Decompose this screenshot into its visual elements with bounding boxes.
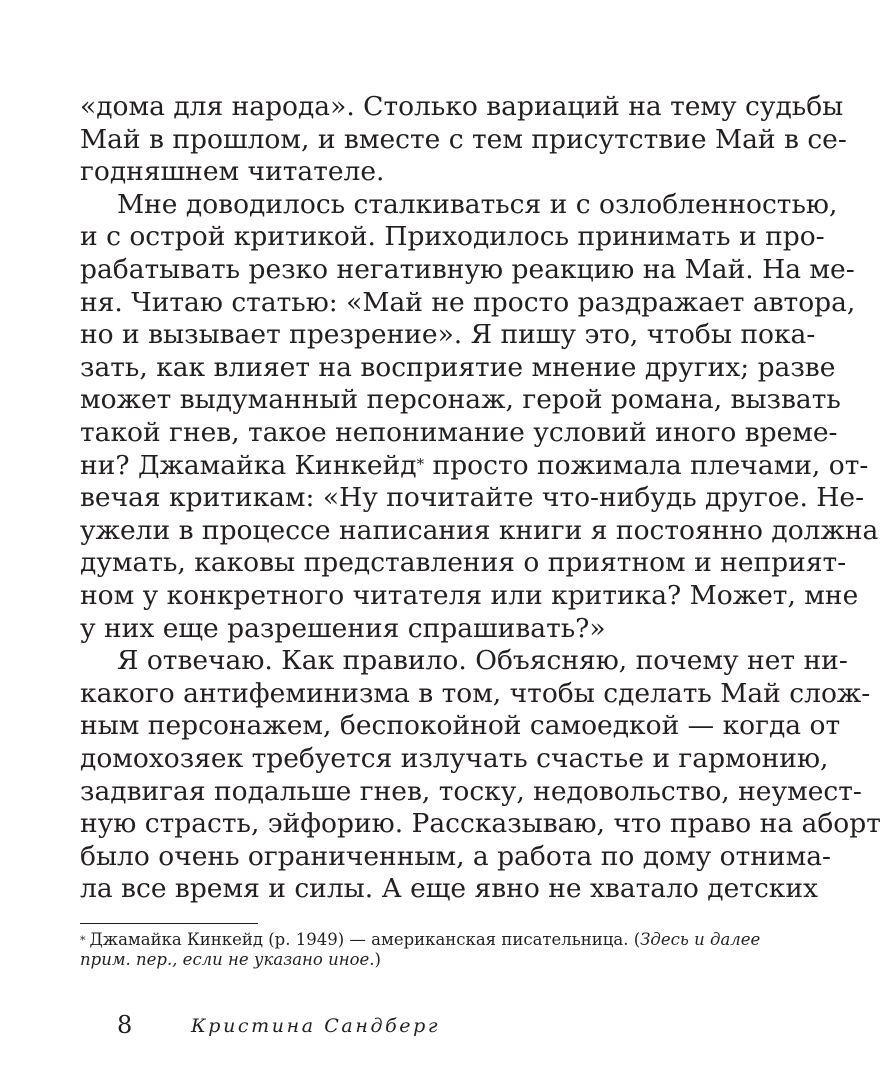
text-line: Май в прошлом, и вместе с тем присутствие Май в се- (80, 123, 847, 155)
text-line: такой гнев, такое непонимание условий иного време- (80, 417, 838, 448)
footnote-line (80, 930, 761, 950)
footnote-text-italic: Здесь и далее (640, 930, 761, 949)
text-line: ня. Читаю статью: «Май не просто раздражает автора, (80, 286, 856, 318)
text-fragment: просто пожимала плечами, от- (424, 449, 869, 481)
text-fragment: ни? Джамайка Кинкейд (80, 449, 417, 481)
text-line: задвигая подальше гнев, тоску, недовольство, неумест- (80, 775, 862, 807)
text-line: и с острой критикой. Приходилось принимать и про- (80, 221, 825, 253)
footnote-reference[interactable]: * (416, 454, 425, 473)
running-head-author: Кристина Сандберг (191, 1015, 441, 1037)
text-line: рабатывать резко негативную реакцию на Май. На ме- (80, 254, 855, 285)
text-line: ном у конкретного читателя или критика? Может, мне (80, 580, 859, 611)
text-line: домохозяек требуется излучать счастье и гармонию, (80, 743, 829, 774)
text-line: вечая критикам: «Ну почитайте что-нибудь другое. Не- (80, 482, 865, 514)
footnote-text: Джамайка Кинкейд (р. 1949) — американская писательница. ( (89, 930, 641, 949)
text-line: может выдуманный персонаж, герой романа, вызвать (80, 384, 841, 416)
text-line: но и вызывает презрение». Я пишу это, чтобы пока- (80, 319, 816, 351)
text-line: ным персонажем, беспокойной самоедкой — когда от (80, 710, 841, 742)
text-line: ужели в процессе написания книги я постоянно должна (80, 514, 879, 546)
text-line: зать, как влияет на восприятие мнение других; разве (80, 351, 836, 383)
text-line (80, 449, 869, 481)
footnote-marker: * (80, 934, 86, 947)
text-line: Мне доводилось сталкиваться и с озлобленностью, (117, 188, 838, 220)
footnote-rule (80, 923, 258, 924)
text-line: годняшнем читателе. (80, 156, 385, 188)
text-line: ла все время и силы. А еще явно не хватало детских (80, 873, 818, 905)
page-number: 8 (117, 1011, 133, 1039)
text-line: ную страсть, эйфорию. Рассказываю, что право на аборт (80, 808, 881, 840)
text-line: «дома для народа». Столько вариаций на тему судьбы (80, 91, 844, 122)
text-line: было очень ограниченным, а работа по дому отнима- (80, 840, 831, 872)
text-line: думать, каковы представления о приятном и неприят- (80, 547, 847, 579)
text-line: какого антифеминизма в том, чтобы сделать Май слож- (80, 677, 871, 709)
footnote-text-italic: прим. пер., если не указано иное. (80, 950, 375, 969)
footnote-line (80, 950, 675, 970)
footnote-text: ) (374, 950, 381, 969)
text-line: у них еще разрешения спрашивать?» (80, 612, 606, 644)
text-line: Я отвечаю. Как правило. Объясняю, почему нет ни- (117, 645, 848, 677)
